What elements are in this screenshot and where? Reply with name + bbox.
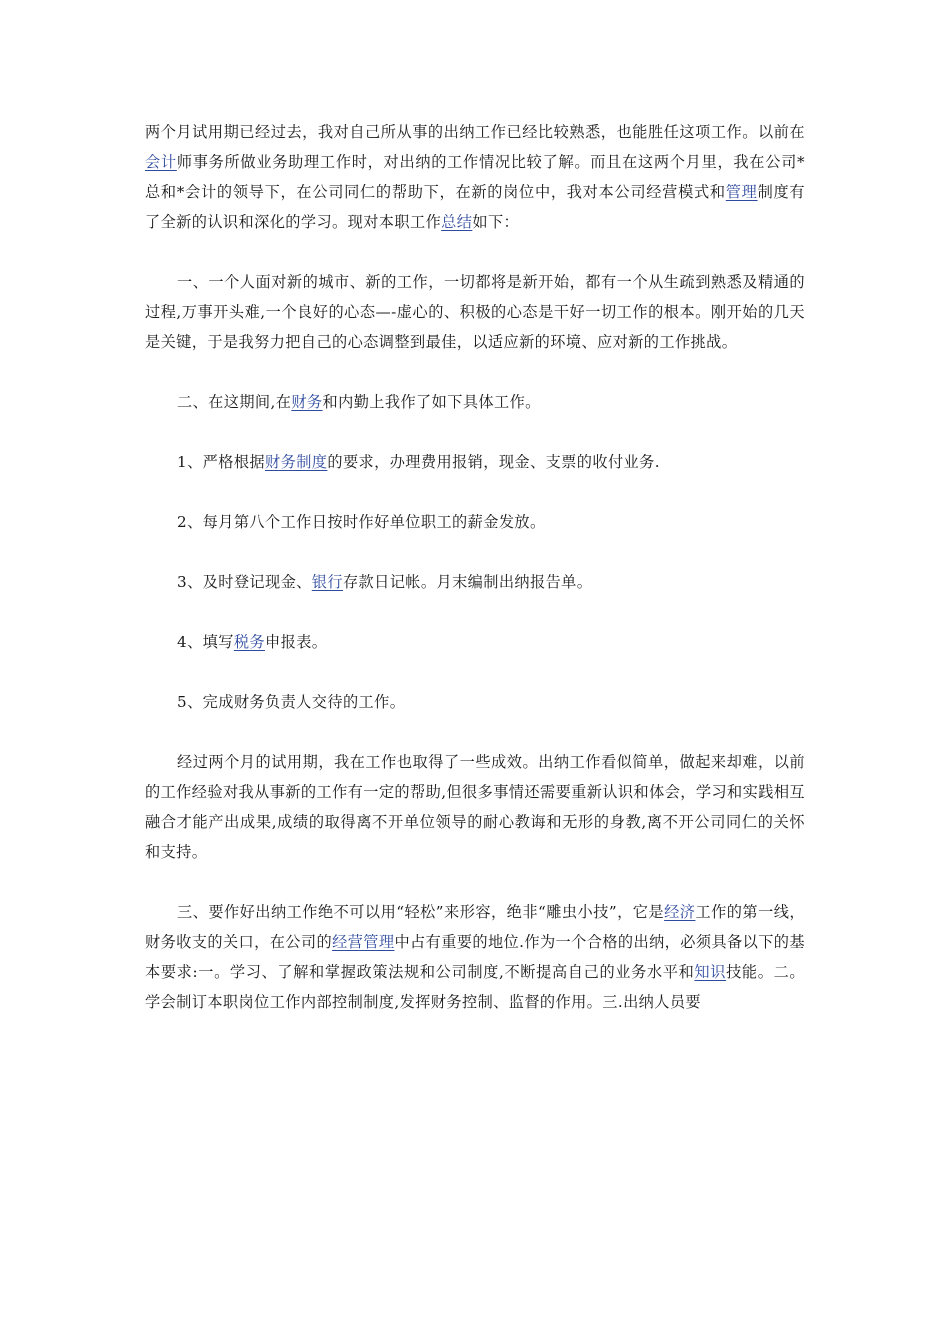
paragraph-item-5	[145, 687, 805, 717]
document-body	[145, 117, 805, 1017]
keyword-link[interactable]: 管理	[725, 183, 758, 201]
paragraph-section-3	[145, 897, 805, 1017]
paragraph-text: 存款日记帐。月末编制出纳报告单。	[342, 573, 593, 591]
paragraph-text: 两个月试用期已经过去，我对自己所从事的出纳工作已经比较熟悉，也能胜任这项工作。以前在	[145, 123, 805, 141]
keyword-link[interactable]: 税务	[233, 633, 266, 651]
paragraph-text: 3、及时登记现金、	[177, 573, 312, 591]
paragraph-text: 的要求，办理费用报销，现金、支票的收付业务.	[327, 453, 660, 471]
paragraph-text: 4、填写	[177, 633, 234, 651]
paragraph-text: 三、要作好出纳工作绝不可以用“轻松”来形容，绝非“雕虫小技”，它是	[177, 903, 665, 921]
keyword-link[interactable]: 财务	[291, 393, 323, 411]
paragraph-item-4	[145, 627, 805, 657]
paragraph-text: 申报表。	[265, 633, 328, 651]
keyword-link[interactable]: 银行	[311, 573, 343, 591]
keyword-link[interactable]: 会计	[145, 153, 177, 171]
paragraph-text: 5、完成财务负责人交待的工作。	[177, 693, 406, 711]
paragraph-text: 和内勤上我作了如下具体工作。	[322, 393, 541, 411]
paragraph-text: 经过两个月的试用期，我在工作也取得了一些成效。出纳工作看似简单，做起来却难，以前的工作经验对我从事新的工作有一定的帮助,但很多事情还需要重新认识和体会，学习和实践相互融合才能产出成果,成绩的取得离不开单位领导的耐心教诲和无形的身教,离不开公司同仁的关怀和支持。	[145, 753, 805, 861]
keyword-link[interactable]: 经营管理	[332, 933, 395, 951]
paragraph-text: 如下：	[472, 213, 520, 231]
paragraph-text: 制度有了全新的认识和深化的学习。现对本职工作	[145, 183, 805, 231]
paragraph-text: 中占有重要的地位.作为一个合格的出纳，必须具备以下的基本要求:一。学习、了解和掌握政策法规和公司制度,不断提高自己的业务水平和	[145, 933, 805, 981]
paragraph-item-1	[145, 447, 805, 477]
paragraph-text: 一、一个人面对新的城市、新的工作，一切都将是新开始，都有一个从生疏到熟悉及精通的过程,万事开头难,一个良好的心态—-虚心的、积极的心态是干好一切工作的根本。刚开始的几天是关键，于是我努力把自己的心态调整到最佳，以适应新的环境、应对新的工作挑战。	[145, 273, 805, 351]
paragraph-text: 二、在这期间,在	[177, 393, 292, 411]
paragraph-section-2	[145, 387, 805, 417]
paragraph-item-3	[145, 567, 805, 597]
paragraph-text: 师事务所做业务助理工作时，对出纳的工作情况比较了解。而且在这两个月里，我在公司*总和*会计的领导下，在公司同仁的帮助下，在新的岗位中，我对本公司经营模式和	[145, 153, 805, 201]
paragraph-text: 2、每月第八个工作日按时作好单位职工的薪金发放。	[177, 513, 546, 531]
paragraph-section-1	[145, 267, 805, 357]
paragraph-intro	[145, 117, 805, 237]
paragraph-text: 1、严格根据	[177, 453, 266, 471]
paragraph-text: 技能。二。学会制订本职岗位工作内部控制制度,发挥财务控制、监督的作用。三.出纳人员要	[145, 963, 805, 1011]
keyword-link[interactable]: 总结	[441, 213, 473, 231]
paragraph-results	[145, 747, 805, 867]
paragraph-item-2	[145, 507, 805, 537]
keyword-link[interactable]: 知识	[694, 963, 727, 981]
keyword-link[interactable]: 财务制度	[265, 453, 328, 471]
paragraph-text: 工作的第一线，财务收支的关口，在公司的	[145, 903, 805, 951]
keyword-link[interactable]: 经济	[664, 903, 696, 921]
